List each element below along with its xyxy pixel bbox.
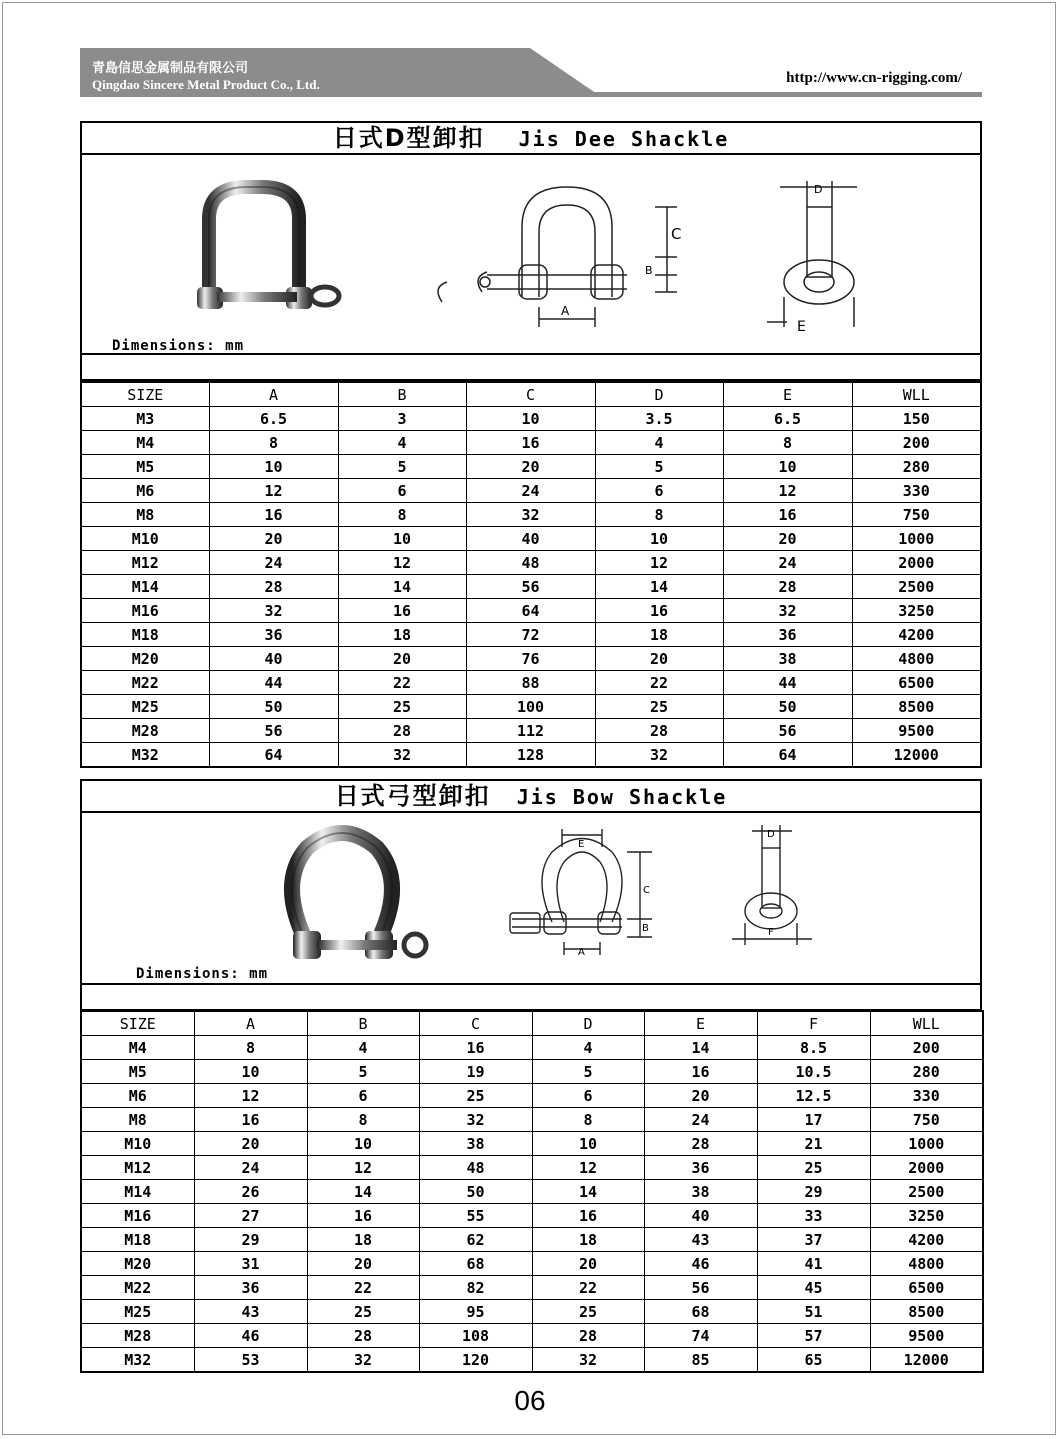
table-cell: 3250 (870, 1204, 983, 1228)
table-cell: 12 (532, 1156, 644, 1180)
table-cell: 8 (532, 1108, 644, 1132)
table-cell: M14 (81, 575, 209, 599)
table-cell: 37 (757, 1228, 870, 1252)
table-row (81, 1204, 983, 1228)
table-cell: 43 (194, 1300, 307, 1324)
table-cell: 10 (595, 527, 723, 551)
dee-col-header: A (209, 382, 338, 407)
dee-shackle-title (82, 123, 980, 155)
table-cell: 36 (644, 1156, 757, 1180)
table-cell: M10 (81, 527, 209, 551)
table-cell: M3 (81, 407, 209, 431)
table-cell: 8500 (852, 695, 981, 719)
table-cell: 32 (532, 1348, 644, 1373)
table-row (81, 1084, 983, 1108)
table-cell: 2000 (870, 1156, 983, 1180)
company-name-cn: 青島信思金属制品有限公司 (92, 61, 249, 76)
table-cell: M20 (81, 1252, 194, 1276)
table-cell: 8 (723, 431, 852, 455)
table-cell: 2500 (870, 1180, 983, 1204)
table-cell: 3.5 (595, 407, 723, 431)
table-cell: 14 (595, 575, 723, 599)
table-cell: 24 (194, 1156, 307, 1180)
dee-shackle-section (80, 121, 982, 381)
table-cell: 1000 (870, 1132, 983, 1156)
table-cell: 20 (194, 1132, 307, 1156)
table-row (81, 599, 981, 623)
page-number: 06 (514, 1385, 546, 1416)
table-cell: 28 (723, 575, 852, 599)
table-cell: 20 (595, 647, 723, 671)
table-cell: 62 (419, 1228, 532, 1252)
table-cell: 48 (419, 1156, 532, 1180)
bow-shackle-title (82, 781, 980, 813)
table-cell: 12 (209, 479, 338, 503)
table-cell: 10 (307, 1132, 419, 1156)
table-cell: M12 (81, 1156, 194, 1180)
table-cell: 25 (595, 695, 723, 719)
bow-shackle-side-diagram (712, 823, 832, 963)
table-cell: 82 (419, 1276, 532, 1300)
table-cell: 33 (757, 1204, 870, 1228)
table-cell: 56 (466, 575, 595, 599)
table-cell: M12 (81, 551, 209, 575)
table-cell: 330 (852, 479, 981, 503)
table-cell: 8 (209, 431, 338, 455)
table-row (81, 623, 981, 647)
table-cell: 22 (338, 671, 466, 695)
table-cell: 14 (644, 1036, 757, 1060)
table-cell: 50 (723, 695, 852, 719)
table-cell: 32 (209, 599, 338, 623)
table-cell: 18 (532, 1228, 644, 1252)
table-cell: 22 (307, 1276, 419, 1300)
table-cell: 6500 (852, 671, 981, 695)
table-cell: 46 (644, 1252, 757, 1276)
dee-col-header: SIZE (81, 382, 209, 407)
table-row (81, 1228, 983, 1252)
table-cell: 330 (870, 1084, 983, 1108)
table-cell: 31 (194, 1252, 307, 1276)
table-cell: 5 (532, 1060, 644, 1084)
table-cell: 38 (419, 1132, 532, 1156)
table-cell: 150 (852, 407, 981, 431)
table-cell: 8500 (870, 1300, 983, 1324)
table-cell: M18 (81, 1228, 194, 1252)
bow-shackle-front-diagram (502, 827, 672, 957)
table-cell: 51 (757, 1300, 870, 1324)
table-cell: 8.5 (757, 1036, 870, 1060)
bow-col-header: B (307, 1011, 419, 1036)
table-cell: 32 (419, 1108, 532, 1132)
bow-dimensions-label: Dimensions: mm (136, 966, 269, 982)
table-cell: 6 (532, 1084, 644, 1108)
table-cell: 25 (757, 1156, 870, 1180)
table-row (81, 719, 981, 743)
table-cell: 112 (466, 719, 595, 743)
table-cell: 32 (307, 1348, 419, 1373)
table-cell: M22 (81, 671, 209, 695)
table-row (81, 551, 981, 575)
table-cell: 22 (532, 1276, 644, 1300)
table-cell: 6 (338, 479, 466, 503)
table-cell: 750 (852, 503, 981, 527)
table-cell: 43 (644, 1228, 757, 1252)
bow-title-cn: 日式弓型卸扣 (334, 782, 491, 810)
table-cell: 95 (419, 1300, 532, 1324)
table-cell: 1000 (852, 527, 981, 551)
table-cell: 10 (209, 455, 338, 479)
table-cell: 16 (194, 1108, 307, 1132)
table-cell: 27 (194, 1204, 307, 1228)
table-cell: 16 (532, 1204, 644, 1228)
table-cell: 20 (466, 455, 595, 479)
table-cell: 28 (307, 1324, 419, 1348)
table-cell: 12000 (870, 1348, 983, 1373)
table-row (81, 1276, 983, 1300)
bow-label-b: B (642, 923, 649, 934)
table-row (81, 1252, 983, 1276)
table-cell: 280 (870, 1060, 983, 1084)
table-cell: 64 (466, 599, 595, 623)
table-cell: 8 (307, 1108, 419, 1132)
table-cell: 20 (532, 1252, 644, 1276)
table-row (81, 1060, 983, 1084)
table-cell: 40 (209, 647, 338, 671)
table-cell: M8 (81, 1108, 194, 1132)
dee-col-header: E (723, 382, 852, 407)
table-cell: 4200 (852, 623, 981, 647)
table-cell: 76 (466, 647, 595, 671)
table-cell: 4 (532, 1036, 644, 1060)
bow-shackle-photo (277, 823, 447, 973)
table-cell: 8 (194, 1036, 307, 1060)
table-cell: 16 (338, 599, 466, 623)
bow-title-en: Jis Bow Shackle (516, 785, 728, 809)
table-cell: 6.5 (723, 407, 852, 431)
table-cell: M5 (81, 455, 209, 479)
table-row (81, 527, 981, 551)
table-cell: 64 (209, 743, 338, 768)
table-cell: M5 (81, 1060, 194, 1084)
table-cell: 20 (307, 1252, 419, 1276)
table-cell: 72 (466, 623, 595, 647)
table-cell: M28 (81, 719, 209, 743)
table-cell: M25 (81, 695, 209, 719)
table-cell: 25 (419, 1084, 532, 1108)
bow-col-header: WLL (870, 1011, 983, 1036)
table-row (81, 1036, 983, 1060)
table-cell: 8 (595, 503, 723, 527)
table-cell: 10 (723, 455, 852, 479)
dee-spec-table (80, 381, 982, 768)
dee-label-c: C (671, 225, 682, 243)
table-row (81, 455, 981, 479)
table-cell: 28 (209, 575, 338, 599)
table-cell: 3250 (852, 599, 981, 623)
table-cell: 24 (209, 551, 338, 575)
dee-col-header: C (466, 382, 595, 407)
table-cell: 25 (532, 1300, 644, 1324)
table-cell: 38 (723, 647, 852, 671)
table-cell: 22 (595, 671, 723, 695)
dee-shackle-side-diagram (752, 177, 882, 337)
table-cell: 16 (209, 503, 338, 527)
table-cell: 2500 (852, 575, 981, 599)
table-cell: 128 (466, 743, 595, 768)
table-cell: 20 (723, 527, 852, 551)
table-cell: 25 (307, 1300, 419, 1324)
table-cell: M32 (81, 1348, 194, 1373)
table-cell: 19 (419, 1060, 532, 1084)
table-cell: 18 (338, 623, 466, 647)
table-cell: M6 (81, 479, 209, 503)
table-cell: 12.5 (757, 1084, 870, 1108)
table-cell: 56 (644, 1276, 757, 1300)
table-cell: 750 (870, 1108, 983, 1132)
table-cell: 56 (209, 719, 338, 743)
bow-label-d: D (767, 829, 775, 840)
table-cell: 24 (466, 479, 595, 503)
table-row (81, 575, 981, 599)
table-cell: 44 (209, 671, 338, 695)
dee-label-b: B (645, 264, 653, 277)
table-cell: 32 (338, 743, 466, 768)
website-url[interactable]: http://www.cn-rigging.com/ (786, 70, 962, 86)
table-row (81, 1132, 983, 1156)
dee-col-header: B (338, 382, 466, 407)
company-name-en: Qingdao Sincere Metal Product Co., Ltd. (92, 77, 320, 92)
table-cell: 20 (209, 527, 338, 551)
table-cell: M4 (81, 1036, 194, 1060)
table-cell: 4 (338, 431, 466, 455)
table-cell: 5 (595, 455, 723, 479)
bow-col-header: A (194, 1011, 307, 1036)
table-cell: 32 (595, 743, 723, 768)
table-cell: 44 (723, 671, 852, 695)
table-cell: 20 (338, 647, 466, 671)
table-cell: M22 (81, 1276, 194, 1300)
table-cell: 200 (852, 431, 981, 455)
dee-shackle-photo (187, 179, 357, 319)
table-cell: 36 (723, 623, 852, 647)
table-cell: 16 (644, 1060, 757, 1084)
table-cell: 10.5 (757, 1060, 870, 1084)
table-row (81, 479, 981, 503)
bow-shackle-section (80, 779, 982, 1011)
table-cell: 55 (419, 1204, 532, 1228)
table-cell: 14 (307, 1180, 419, 1204)
table-cell: 28 (644, 1132, 757, 1156)
table-cell: 12 (307, 1156, 419, 1180)
table-cell: 40 (644, 1204, 757, 1228)
table-cell: 88 (466, 671, 595, 695)
dee-title-cn: 日式D型卸扣 (332, 124, 485, 152)
table-cell: 28 (338, 719, 466, 743)
table-cell: 17 (757, 1108, 870, 1132)
table-cell: 74 (644, 1324, 757, 1348)
table-cell: 4200 (870, 1228, 983, 1252)
table-cell: 38 (644, 1180, 757, 1204)
table-cell: 12000 (852, 743, 981, 768)
table-cell: 10 (532, 1132, 644, 1156)
table-cell: 32 (466, 503, 595, 527)
table-row (81, 695, 981, 719)
table-row (81, 431, 981, 455)
table-cell: 10 (466, 407, 595, 431)
dee-label-e: E (797, 319, 806, 335)
table-cell: 28 (595, 719, 723, 743)
table-cell: 3 (338, 407, 466, 431)
table-cell: 5 (307, 1060, 419, 1084)
table-row (81, 1300, 983, 1324)
table-cell: 12 (595, 551, 723, 575)
table-cell: 2000 (852, 551, 981, 575)
table-cell: M32 (81, 743, 209, 768)
dee-label-a: A (561, 304, 570, 318)
table-cell: 41 (757, 1252, 870, 1276)
table-cell: 68 (644, 1300, 757, 1324)
table-cell: 280 (852, 455, 981, 479)
table-cell: 14 (532, 1180, 644, 1204)
table-cell: M6 (81, 1084, 194, 1108)
bow-label-c: C (643, 885, 650, 896)
table-cell: 16 (723, 503, 852, 527)
dee-label-d: D (814, 183, 823, 196)
table-cell: 10 (194, 1060, 307, 1084)
table-cell: M14 (81, 1180, 194, 1204)
dee-dimensions-label: Dimensions: mm (112, 338, 245, 354)
table-row (81, 671, 981, 695)
table-cell: 25 (338, 695, 466, 719)
table-row (81, 1348, 983, 1373)
table-cell: 24 (723, 551, 852, 575)
table-cell: 56 (723, 719, 852, 743)
table-cell: 50 (419, 1180, 532, 1204)
table-cell: M28 (81, 1324, 194, 1348)
bow-shackle-images (82, 813, 980, 985)
table-cell: 26 (194, 1180, 307, 1204)
table-cell: 18 (307, 1228, 419, 1252)
table-cell: M8 (81, 503, 209, 527)
table-cell: 28 (532, 1324, 644, 1348)
table-cell: 6 (595, 479, 723, 503)
bow-col-header: D (532, 1011, 644, 1036)
table-row (81, 743, 981, 768)
table-cell: 48 (466, 551, 595, 575)
table-cell: 29 (757, 1180, 870, 1204)
table-cell: 4800 (870, 1252, 983, 1276)
table-cell: 29 (194, 1228, 307, 1252)
table-cell: 12 (194, 1084, 307, 1108)
table-cell: 16 (419, 1036, 532, 1060)
table-cell: M16 (81, 1204, 194, 1228)
table-cell: 5 (338, 455, 466, 479)
bow-col-header: C (419, 1011, 532, 1036)
table-cell: 24 (644, 1108, 757, 1132)
table-cell: 65 (757, 1348, 870, 1373)
bow-label-e: E (578, 839, 585, 850)
bow-spec-table (80, 1010, 984, 1373)
table-cell: 14 (338, 575, 466, 599)
table-cell: 57 (757, 1324, 870, 1348)
table-row (81, 1108, 983, 1132)
table-cell: 200 (870, 1036, 983, 1060)
table-cell: 68 (419, 1252, 532, 1276)
table-row (81, 503, 981, 527)
table-cell: 16 (307, 1204, 419, 1228)
table-cell: 4 (595, 431, 723, 455)
table-cell: 20 (644, 1084, 757, 1108)
table-row (81, 1156, 983, 1180)
table-cell: 9500 (870, 1324, 983, 1348)
bow-col-header: SIZE (81, 1011, 194, 1036)
table-cell: 18 (595, 623, 723, 647)
table-cell: 4 (307, 1036, 419, 1060)
table-cell: 6500 (870, 1276, 983, 1300)
table-cell: 4800 (852, 647, 981, 671)
table-cell: 16 (466, 431, 595, 455)
dee-title-en: Jis Dee Shackle (518, 127, 730, 151)
table-cell: 10 (338, 527, 466, 551)
dee-col-header: D (595, 382, 723, 407)
table-cell: 8 (338, 503, 466, 527)
bow-label-f: F (768, 927, 774, 938)
table-cell: 108 (419, 1324, 532, 1348)
bow-label-a: A (578, 947, 585, 957)
table-cell: 46 (194, 1324, 307, 1348)
dee-shackle-images (82, 155, 980, 355)
bow-col-header: E (644, 1011, 757, 1036)
table-cell: 100 (466, 695, 595, 719)
table-cell: M4 (81, 431, 209, 455)
table-cell: 21 (757, 1132, 870, 1156)
table-row (81, 1180, 983, 1204)
table-cell: M18 (81, 623, 209, 647)
table-cell: 12 (338, 551, 466, 575)
table-cell: 53 (194, 1348, 307, 1373)
table-cell: M10 (81, 1132, 194, 1156)
table-cell: 64 (723, 743, 852, 768)
bow-col-header: F (757, 1011, 870, 1036)
table-cell: 6 (307, 1084, 419, 1108)
table-row (81, 647, 981, 671)
table-cell: 36 (209, 623, 338, 647)
table-row (81, 1324, 983, 1348)
dee-shackle-front-diagram (427, 177, 712, 347)
table-cell: M20 (81, 647, 209, 671)
dee-col-header: WLL (852, 382, 981, 407)
table-cell: 36 (194, 1276, 307, 1300)
table-cell: 32 (723, 599, 852, 623)
table-cell: 40 (466, 527, 595, 551)
table-cell: 120 (419, 1348, 532, 1373)
table-cell: 9500 (852, 719, 981, 743)
table-cell: 12 (723, 479, 852, 503)
table-cell: 50 (209, 695, 338, 719)
table-cell: M16 (81, 599, 209, 623)
table-row (81, 407, 981, 431)
table-cell: 45 (757, 1276, 870, 1300)
table-cell: 85 (644, 1348, 757, 1373)
table-cell: 16 (595, 599, 723, 623)
table-cell: 6.5 (209, 407, 338, 431)
table-cell: M25 (81, 1300, 194, 1324)
